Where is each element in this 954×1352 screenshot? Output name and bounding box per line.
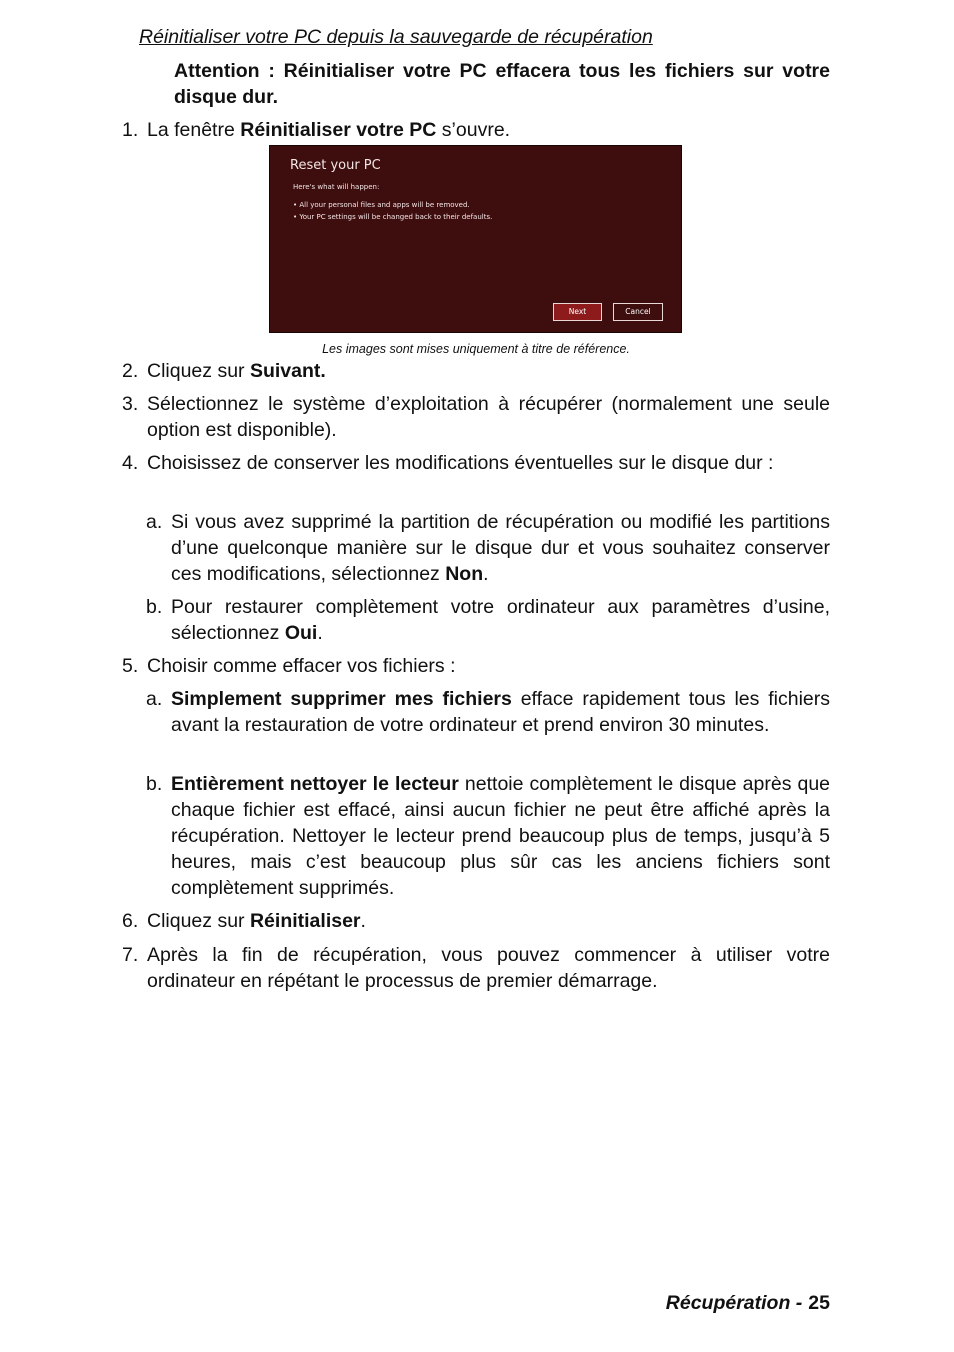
step-4a — [146, 509, 830, 587]
step-text: Choisissez de conserver les modifications éventuelles sur le disque dur : — [147, 452, 774, 474]
section-title: Réinitialiser votre PC depuis la sauvegarde de récupération — [139, 26, 653, 48]
step-text-part: Cliquez sur — [147, 360, 250, 382]
substep-text — [171, 509, 830, 587]
step-number: 3. — [122, 393, 139, 415]
step-2 — [122, 358, 830, 384]
step-text-part: . — [317, 622, 323, 644]
page-footer — [666, 1290, 830, 1316]
footer-section: Récupération - — [665, 1292, 803, 1314]
step-bold-text: Réinitialiser votre PC — [240, 119, 437, 141]
step-5b — [146, 771, 830, 901]
dialog-bullet: • All your personal files and apps will be removed. — [293, 201, 470, 209]
next-button[interactable]: Next — [553, 303, 602, 321]
image-caption: Les images sont mises uniquement à titre de référence. — [322, 342, 630, 356]
step-5 — [122, 653, 830, 679]
step-text — [147, 358, 830, 384]
step-number: 4. — [122, 452, 139, 474]
step-text-part: Pour restaurer complètement votre ordinateur aux paramètres d’usine, sélectionnez — [171, 596, 830, 644]
step-text-part: s’ouvre. — [436, 119, 511, 141]
step-text: Sélectionnez le système d’exploitation à récupérer (normalement une seule option est disponible). — [147, 393, 830, 441]
step-text: Choisir comme effacer vos fichiers : — [147, 655, 456, 677]
step-text-part: Si vous avez supprimé la partition de récupération ou modifié les partitions d’une quelconque manière sur le disque dur et vous souhaitez conserver ces modifications, sélectionnez — [171, 511, 830, 585]
step-bold-text: Non — [445, 563, 484, 585]
step-5a — [146, 686, 830, 738]
step-text-part: nettoie complètement le disque après que chaque fichier est effacé, ainsi aucun fichier ne peut être affiché après la récupération. Nettoyer le lecteur prend beaucoup plus de temps, jusqu’à 5 heures, mais c’est beaucoup plus sûr cas les anciens fichiers sont complètement supprimés. — [171, 773, 831, 899]
step-4 — [122, 450, 830, 476]
cancel-button[interactable]: Cancel — [613, 303, 663, 321]
step-number: 7. — [122, 944, 139, 966]
step-number: 5. — [122, 655, 139, 677]
substep-text — [171, 686, 830, 738]
substep-letter: a. — [146, 511, 163, 533]
step-bold-text: Suivant. — [249, 360, 326, 382]
step-6 — [122, 908, 830, 934]
substep-letter: a. — [146, 688, 163, 710]
step-4b — [146, 594, 830, 646]
step-text-part: . — [483, 563, 489, 585]
step-text: Après la fin de récupération, vous pouvez commencer à utiliser votre ordinateur en répétant le processus de premier démarrage. — [147, 944, 830, 992]
step-1 — [122, 117, 830, 143]
step-text-part: . — [360, 910, 366, 932]
page-number: 25 — [808, 1292, 830, 1314]
dialog-title: Reset your PC — [290, 158, 381, 173]
dialog-intro: Here's what will happen: — [293, 183, 380, 191]
substep-letter: b. — [146, 773, 163, 795]
step-bold-text: Oui — [284, 622, 318, 644]
step-text-part: La fenêtre — [147, 119, 241, 141]
step-number: 2. — [122, 360, 139, 382]
step-text — [147, 908, 830, 934]
substep-text — [171, 771, 830, 901]
dialog-bullet: • Your PC settings will be changed back to their defaults. — [293, 213, 493, 221]
step-text-part: efface rapidement tous les fichiers avant la restauration de votre ordinateur et prend environ 30 minutes. — [171, 688, 830, 736]
step-number: 1. — [122, 119, 139, 141]
step-bold-text: Entièrement nettoyer le lecteur — [171, 773, 459, 795]
step-3 — [122, 391, 830, 443]
step-7 — [122, 942, 830, 994]
reset-pc-screenshot — [269, 145, 682, 333]
step-text — [147, 117, 830, 143]
step-bold-text: Simplement supprimer mes fichiers — [171, 688, 512, 710]
step-text-part: Cliquez sur — [147, 910, 250, 932]
substep-text — [171, 594, 830, 646]
step-bold-text: Réinitialiser — [249, 910, 361, 932]
substep-letter: b. — [146, 596, 163, 618]
attention-note: Attention : Réinitialiser votre PC effacera tous les fichiers sur votre disque dur. — [174, 60, 830, 108]
step-number: 6. — [122, 910, 139, 932]
